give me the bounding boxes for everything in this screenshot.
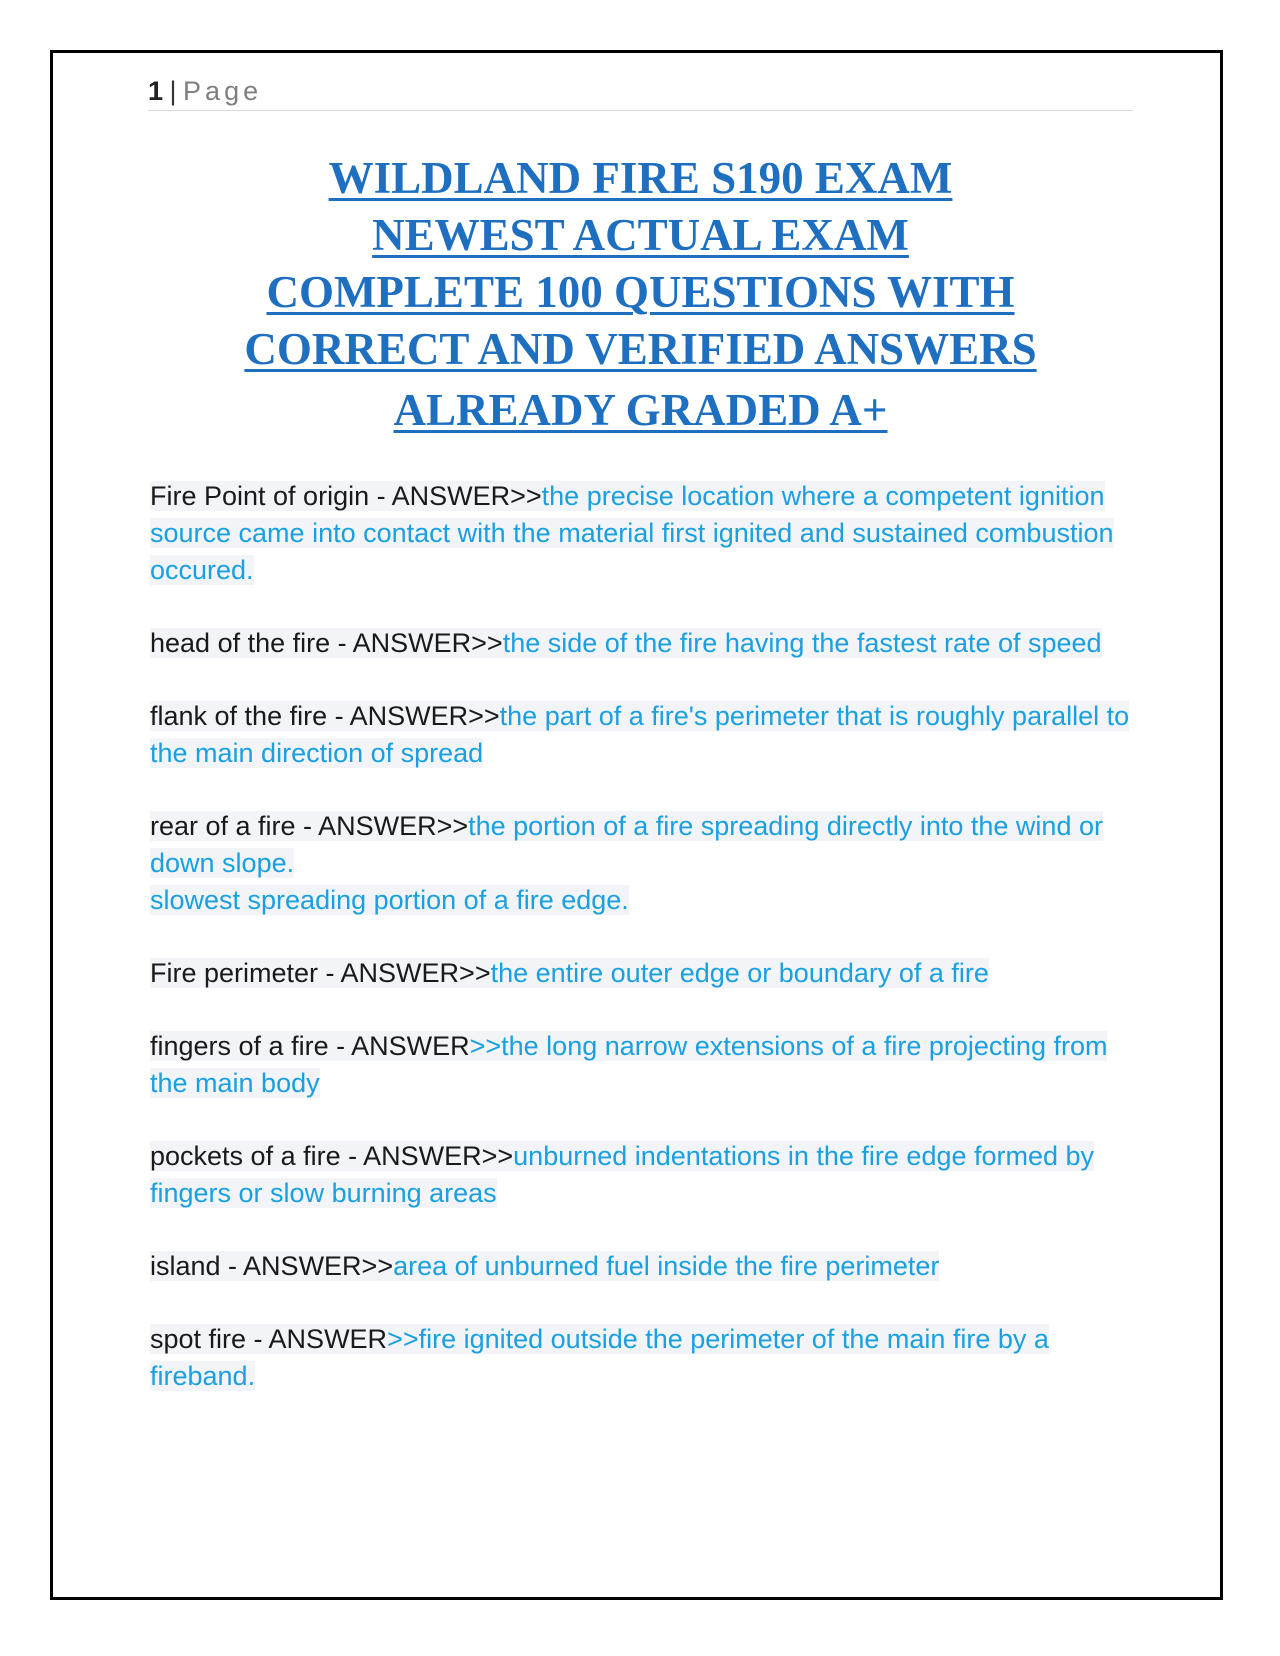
answer-text: unburned indentations in the fire edge formed by fingers or slow burning areas [150,1141,1095,1208]
answer-text: the part of a fire's perimeter that is roughly parallel to the main direction of spread [150,701,1130,768]
question-term: fingers of a fire - ANSWER [150,1031,470,1061]
qa-item [150,698,1140,772]
qa-item [150,1028,1140,1102]
answer-text: >>the long narrow extensions of a fire projecting from the main body [150,1031,1108,1098]
title-line: CORRECT AND VERIFIED ANSWERS [244,324,1037,374]
question-term: Fire perimeter - ANSWER>> [150,958,491,988]
answer-text: >>fire ignited outside the perimeter of the main fire by a fireband. [150,1324,1049,1391]
question-term: pockets of a fire - ANSWER>> [150,1141,514,1171]
title-line: WILDLAND FIRE S190 EXAM [328,153,953,203]
title-line: NEWEST ACTUAL EXAM [372,210,909,260]
answer-text: the precise location where a competent ignition source came into contact with the material first ignited and sustained combustion occured. [150,481,1114,585]
page-header [148,76,1133,111]
page-number: 1 [148,76,164,106]
answer-text: area of unburned fuel inside the fire perimeter [393,1251,940,1281]
qa-item [150,625,1140,662]
qa-item [150,955,1140,992]
answer-text-continued: slowest spreading portion of a fire edge. [150,885,629,915]
title-line: COMPLETE 100 QUESTIONS WITH [266,267,1015,317]
document-title [148,150,1133,439]
qa-item [150,1248,1140,1285]
answer-text: the side of the fire having the fastest rate of speed [502,628,1102,658]
qa-item [150,808,1140,919]
question-term: flank of the fire - ANSWER>> [150,701,500,731]
answer-text: the portion of a fire spreading directly into the wind or down slope. [150,811,1103,878]
question-term: head of the fire - ANSWER>> [150,628,503,658]
page-label: Page [183,76,263,106]
title-line: ALREADY GRADED A+ [393,385,888,435]
answer-text: the entire outer edge or boundary of a fire [490,958,989,988]
page-separator: | [169,76,178,106]
qa-item [150,478,1140,589]
question-term: Fire Point of origin - ANSWER>> [150,481,542,511]
question-term: rear of a fire - ANSWER>> [150,811,469,841]
qa-item [150,1321,1140,1395]
qa-list [150,478,1140,1431]
question-term: spot fire - ANSWER [150,1324,388,1354]
qa-item [150,1138,1140,1212]
question-term: island - ANSWER>> [150,1251,394,1281]
